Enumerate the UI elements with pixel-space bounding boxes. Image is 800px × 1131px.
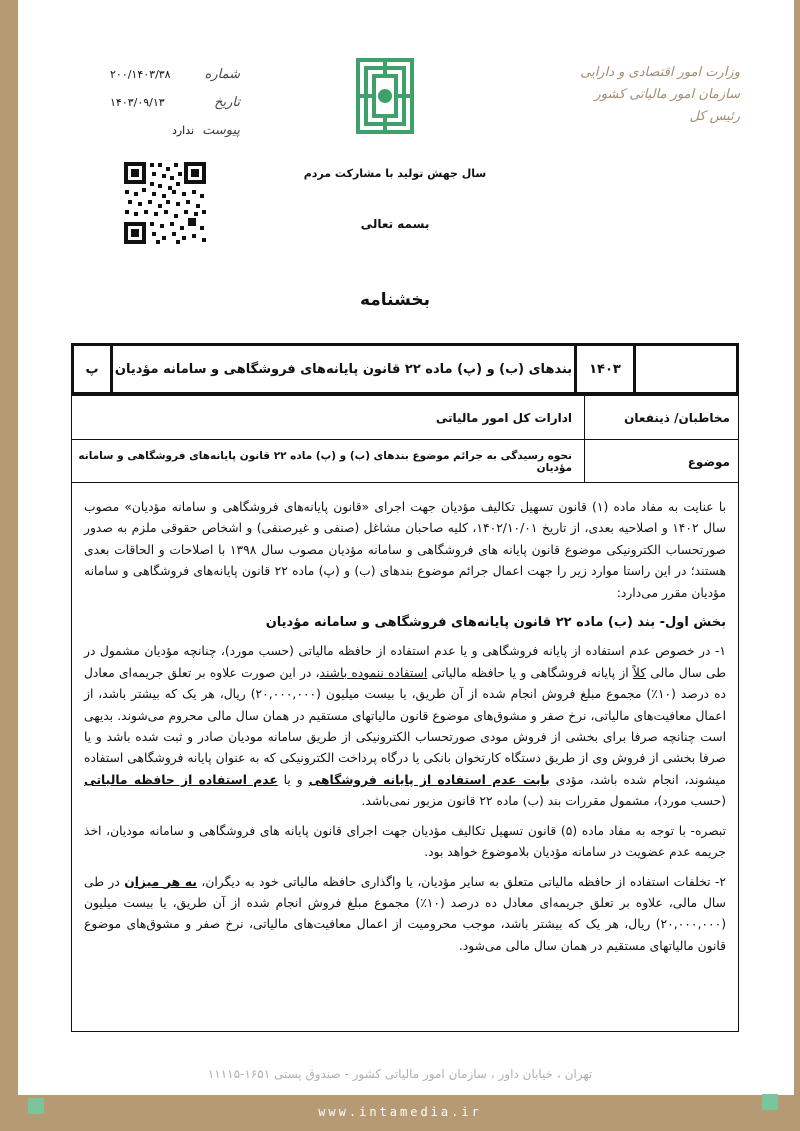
audience-row — [72, 395, 738, 439]
p1-text-c: ، در این صورت علاوه بر تعلق جریمه‌ای معادل ده درصد (۱۰٪) مجموع مبلغ فروش انجام شده از آن طریق، یا بیست میلیون (۲۰,۰۰۰,۰۰۰) ریال، هر یک که بیشتر باشد، از اعمال معافیت‌های مالیاتی، نرخ صفر و مشوق‌های موضوع قانون مالیاتهای مستقیم در همان سال مالی محروم می‌شوند. بدیهی است چنانچه صرفا برای بخشی از فروش مودی صورتحساب الکترونیکی از طریق سامانه مودیان صادر و ثبت شده باشد و یا صرفا بخشی از فروش وی از طریق دستگاه کارتخوان بانکی یا درگاه پرداخت الکترونیکی که به عنوان پایانه فروشگاهی استفاده میشوند، انجام شده باشد، مؤدی — [84, 665, 726, 787]
p2-text-b: در طی سال مالی، علاوه بر تعلق جریمه‌ای معادل ده درصد (۱۰٪) مجموع مبلغ فروش انجام شده از آن طریق، یا بیست میلیون (۲۰,۰۰۰,۰۰۰) ریال، هر یک که بیشتر باشد، موجب محرومیت از اعمال معافیت‌های مالیاتی، نرخ صفر و مشوق‌های موضوع قانون مالیاتهای مستقیم در همان سال مالی می‌شود. — [84, 874, 726, 953]
page-frame-right — [794, 0, 800, 1131]
page-frame-left — [0, 0, 18, 1131]
p1-text-b: از پایانه فروشگاهی و یا حافظه مالیاتی — [427, 665, 633, 680]
letter-number-row — [110, 60, 240, 88]
number-label: شماره — [204, 66, 240, 82]
note-paragraph: تبصره- با توجه به مفاد ماده (۵) قانون تسهیل تکالیف مؤدیان جهت اجرای قانون پایانه های فروشگاهی و سامانه مودیان، اخذ جریمه عدم عضویت در سامانه مؤدیان بلاموضوع خواهد بود. — [84, 823, 726, 860]
subject-row — [72, 439, 738, 483]
paragraph-2 — [84, 872, 726, 958]
website: www.intamedia.ir — [318, 1105, 482, 1119]
date-label: تاریخ — [214, 94, 240, 110]
audience-label: مخاطبان/ ذینفعان — [584, 396, 738, 439]
org-position: رئیس کل — [689, 109, 740, 124]
p1-no-tax-memory: عدم استفاده از حافظه مالیاتی — [84, 772, 278, 787]
paragraph-1 — [84, 641, 726, 812]
circular-letter-cell: پ — [85, 361, 99, 377]
number-value: ۲۰۰/۱۴۰۳/۳۸ — [110, 67, 171, 81]
tax-organization-logo-icon — [350, 52, 420, 140]
p1-text-a: ۱- در خصوص عدم استفاده از پایانه فروشگاهی و یا عدم استفاده از حافظه مالیاتی (حسب مورد)، چنانچه مؤدیان مشمول در طی سال مالی — [84, 644, 726, 680]
letter-meta — [110, 60, 240, 144]
attachment-label: پیوست — [202, 122, 240, 138]
document-title: بخشنامه — [359, 290, 431, 310]
p1-text-e: (حسب مورد)، مشمول مقررات بند (ب) ماده ۲۲ قانون مزبور نمی‌باشد. — [361, 794, 726, 809]
subject-value: نحوه رسیدگی به جرائم موضوع بندهای (ب) و (پ) ماده ۲۲ قانون پایانه‌های فروشگاهی و سامانه مؤدیان — [78, 449, 572, 474]
circular-subject-cell: بندهای (ب) و (پ) ماده ۲۲ قانون پایانه‌های فروشگاهی و سامانه مؤدیان — [110, 346, 574, 392]
audience-value: ادارات کل امور مالیاتی — [435, 410, 572, 425]
circular-id-box — [71, 343, 739, 395]
info-table — [71, 395, 739, 483]
circular-body — [71, 483, 739, 1032]
section-1-heading: بخش اول- بند (ب) ماده ۲۲ قانون پایانه‌های فروشگاهی و سامانه مؤدیان — [265, 615, 726, 631]
p2-text-a: ۲- تخلفات استفاده از حافظه مالیاتی متعلق به سایر مؤدیان، یا واگذاری حافظه مالیاتی خود به دیگران، — [196, 874, 726, 889]
circular-code-cell — [633, 346, 736, 392]
circular-year-cell: ۱۴۰۳ — [574, 346, 633, 392]
intro-paragraph: با عنایت به مفاد ماده (۱) قانون تسهیل تکالیف مؤدیان جهت اجرای «قانون پایانه‌های فروشگاهی و سامانه مؤدیان» مصوب سال ۱۴۰۲ و اصلاحیه بعدی، از تاریخ ۱۴۰۲/۱۰/۰۱، کلیه صاحبان مشاغل (صنفی و غیرصنفی) و اشخاص حقوقی ملزم به صدور صورتحساب الکترونیکی موضوع قانون پایانه های فروشگاهی و سامانه مؤدیان مصوب سال ۱۳۹۸ با اصلاحات و الحاقات بعدی هستند؛ در این راستا موارد زیر را جهت اعمال جرائم موضوع بندهای (ب) و (پ) ماده ۲۲ قانون پایانه‌های فروشگاهی و سامانه مؤدیان مقرر می‌دارد: — [84, 500, 726, 600]
qr-code-icon — [122, 160, 208, 246]
attachment-value: ندارد — [171, 123, 195, 137]
letter-date-row — [110, 88, 240, 116]
org-ministry: وزارت امور اقتصادی و دارایی — [580, 65, 740, 80]
year-slogan: سال جهش تولید با مشارکت مردم — [303, 167, 487, 180]
p1-text-d: و یا — [277, 772, 309, 787]
organization-header — [560, 62, 740, 128]
org-tax-administration: سازمان امور مالیاتی کشور — [594, 87, 740, 102]
subject-label: موضوع — [584, 440, 738, 483]
p2-any-amount: به هر میزان — [124, 874, 197, 889]
letter-attachment-row — [110, 116, 240, 144]
p1-no-terminal: بابت عدم استفاده از پایانه فروشگاهی — [308, 772, 550, 787]
basmala: بسمه تعالی — [360, 217, 430, 231]
date-value: ۱۴۰۳/۰۹/۱۳ — [110, 95, 165, 109]
p1-kolan: کلاً — [632, 665, 647, 680]
p1-not-used: استفاده ننموده باشند — [319, 665, 428, 680]
footer-address: تهران ، خیابان داور ، سازمان امور مالیاتی کشور - صندوق پستی ۱۶۵۱-۱۱۱۱۵ — [207, 1067, 593, 1081]
